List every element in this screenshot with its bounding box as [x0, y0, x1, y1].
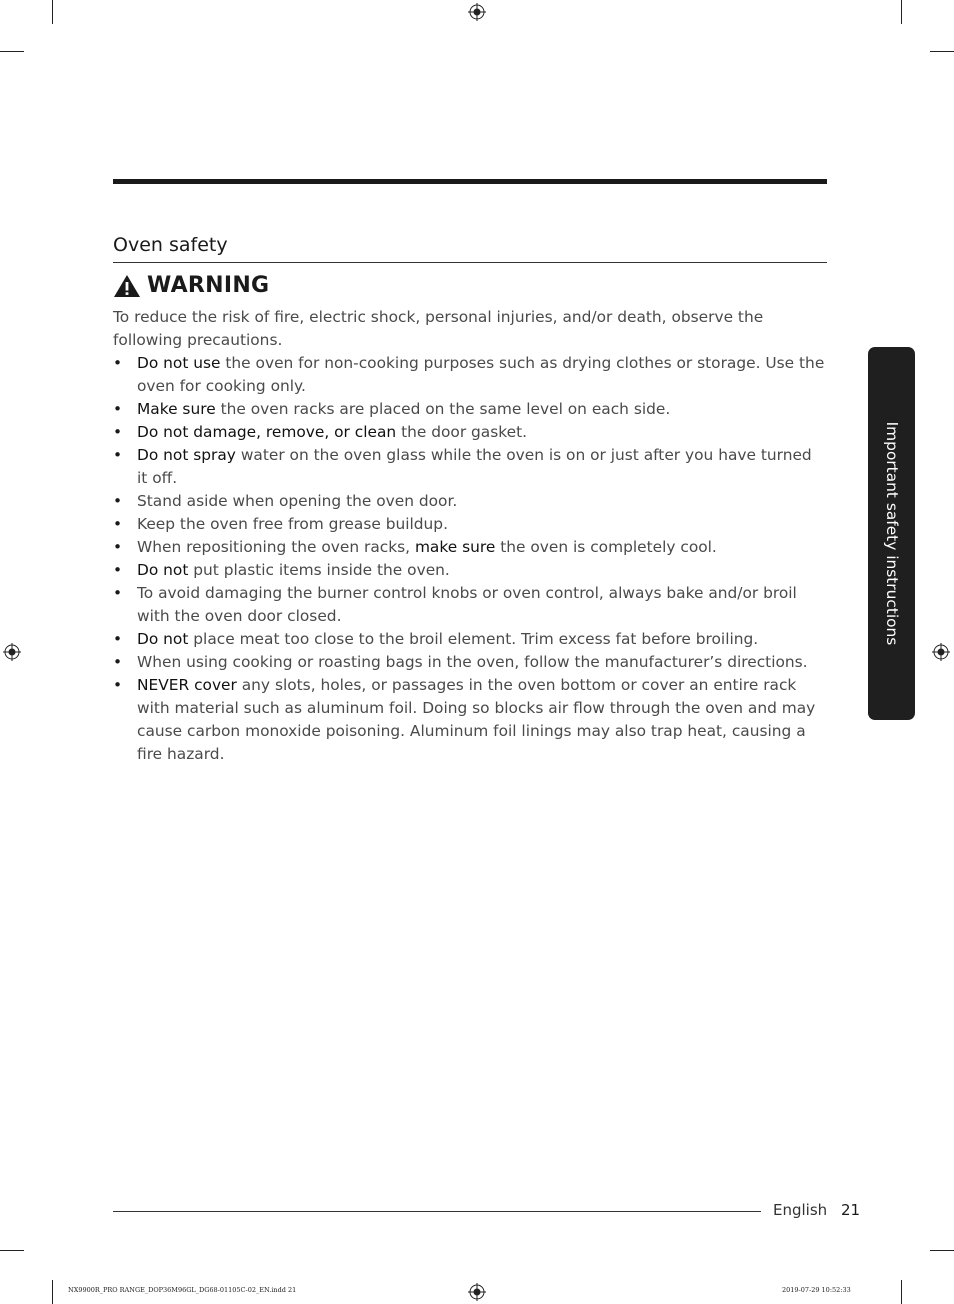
footer-page-number: 21: [841, 1201, 861, 1219]
bullet-dot: •: [113, 561, 123, 579]
warning-triangle-icon: [113, 274, 141, 298]
crop-mark: [901, 1280, 902, 1304]
print-slug-filename: NX9900R_PRO RANGE_DOP36M96GL_DG68-01105C-02_EN.indd 21: [68, 1286, 297, 1294]
bullet-dot: •: [113, 400, 123, 418]
emphasis: Do not use: [137, 354, 221, 372]
warning-content: [113, 306, 825, 766]
bullet-dot: •: [113, 538, 123, 556]
registration-mark-icon: [3, 643, 21, 661]
registration-mark-icon: [468, 1283, 486, 1301]
section-title: Oven safety: [113, 234, 228, 256]
bullet-dot: •: [113, 653, 123, 671]
bullet-dot: •: [113, 630, 123, 648]
crop-mark: [901, 0, 902, 24]
warning-label: WARNING: [147, 273, 270, 298]
bullet-dot: •: [113, 584, 123, 602]
precaution-list: [113, 352, 825, 766]
crop-mark: [930, 1250, 954, 1251]
chapter-side-tab[interactable]: [868, 347, 915, 720]
footer-language: English: [773, 1201, 828, 1219]
list-item: • When repositioning the oven racks, make sure the oven is completely cool.: [113, 536, 825, 559]
list-item: • Do not damage, remove, or clean the door gasket.: [113, 421, 825, 444]
emphasis: Do not: [137, 630, 189, 648]
emphasis: Do not: [137, 561, 189, 579]
emphasis: Make sure: [137, 400, 216, 418]
list-item: • Do not put plastic items inside the oven.: [113, 559, 825, 582]
list-item: • Do not place meat too close to the broil element. Trim excess fat before broiling.: [113, 628, 825, 651]
crop-mark: [52, 1280, 53, 1304]
chapter-side-tab-label: Important safety instructions: [883, 421, 901, 646]
crop-mark: [0, 1250, 24, 1251]
bullet-dot: •: [113, 492, 123, 510]
list-item: • Make sure the oven racks are placed on the same level on each side.: [113, 398, 825, 421]
emphasis: Do not damage, remove, or clean: [137, 423, 397, 441]
bullet-dot: •: [113, 515, 123, 533]
intro-paragraph: To reduce the risk of fire, electric shock, personal injuries, and/or death, observe the following precautions.: [113, 308, 764, 349]
warning-heading: [113, 273, 269, 298]
registration-mark-icon: [468, 3, 486, 21]
footer-rule: [113, 1211, 761, 1212]
print-slug-timestamp: 2019-07-29 10:52:33: [782, 1286, 851, 1294]
bullet-dot: •: [113, 446, 123, 464]
bullet-dot: •: [113, 676, 123, 694]
list-item: • Do not use the oven for non-cooking purposes such as drying clothes or storage. Use the oven for cooking only.: [113, 354, 825, 395]
crop-mark: [0, 51, 24, 52]
registration-mark-icon: [932, 643, 950, 661]
section-rule: [113, 262, 827, 263]
bullet-dot: •: [113, 354, 123, 372]
list-item: • When using cooking or roasting bags in the oven, follow the manufacturer’s directions.: [113, 651, 825, 674]
list-item: • Do not spray water on the oven glass while the oven is on or just after you have turned it off.: [113, 446, 812, 487]
section-top-bar: [113, 179, 827, 184]
bullet-dot: •: [113, 423, 123, 441]
list-item: • To avoid damaging the burner control knobs or oven control, always bake and/or broil with the oven door closed.: [113, 584, 797, 625]
list-item: • Stand aside when opening the oven door.: [113, 490, 825, 513]
emphasis: NEVER cover: [137, 676, 237, 694]
emphasis: Do not spray: [137, 446, 236, 464]
list-item: • NEVER cover any slots, holes, or passages in the oven bottom or cover an entire rack with material such as aluminum foil. Doing so blocks air flow through the oven and may cause carbon monoxide poisoning. Aluminum foil linings may also trap heat, causing a fire hazard.: [113, 676, 816, 763]
list-item: • Keep the oven free from grease buildup.: [113, 513, 825, 536]
crop-mark: [52, 0, 53, 24]
crop-mark: [930, 51, 954, 52]
emphasis: make sure: [414, 538, 496, 556]
